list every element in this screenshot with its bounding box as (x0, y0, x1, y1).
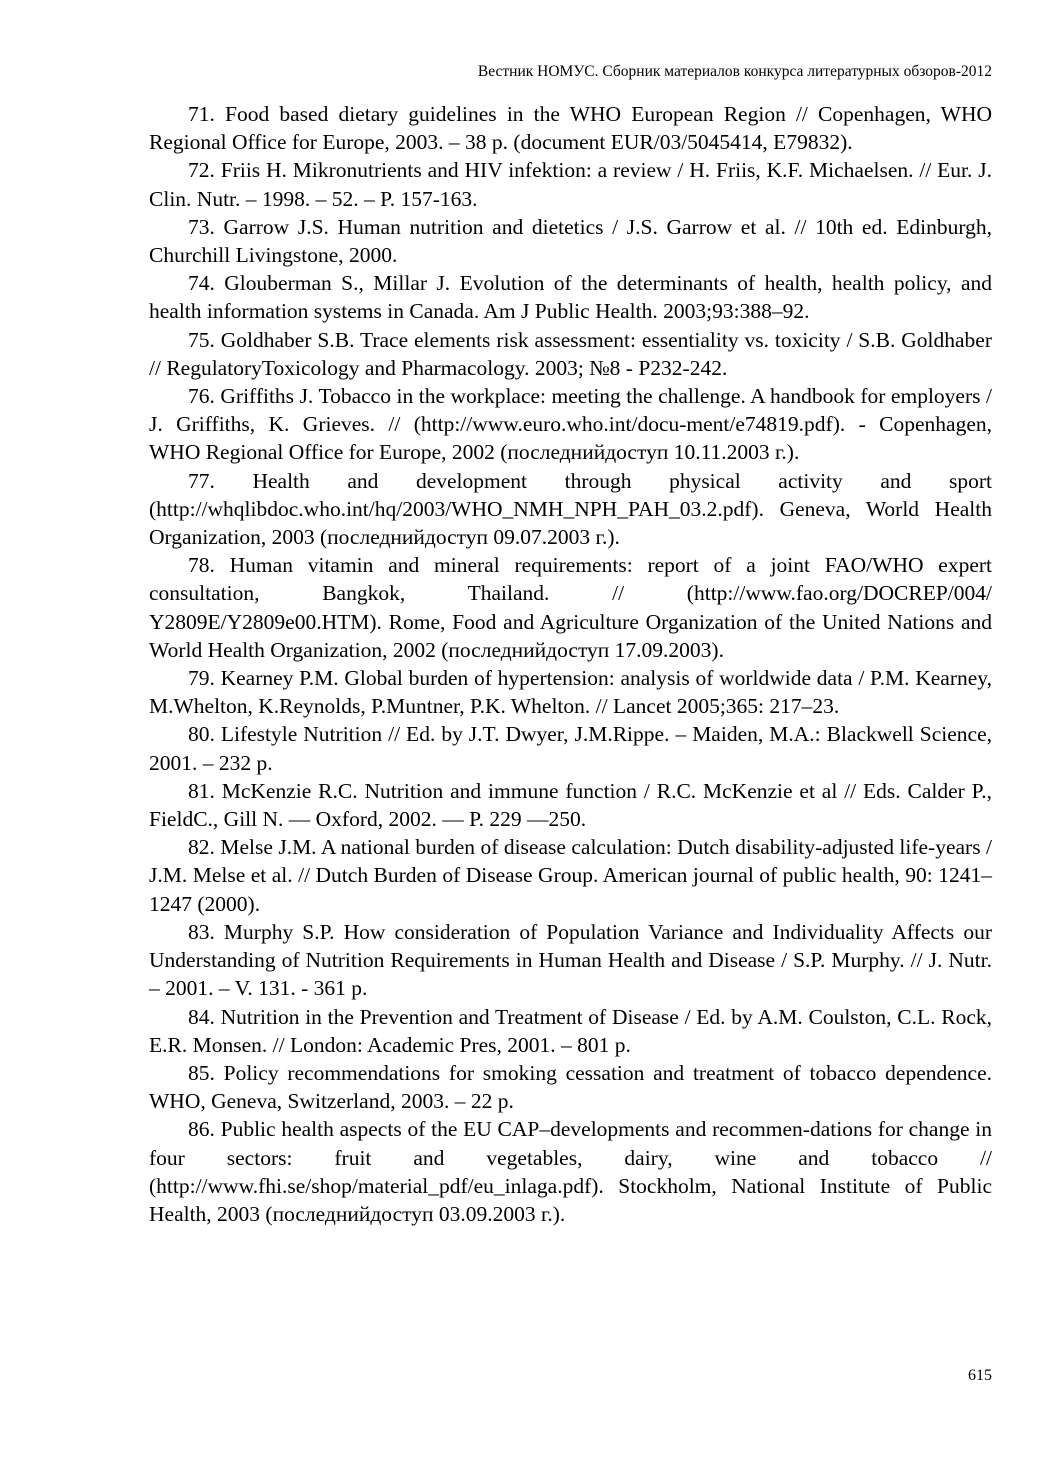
reference-item-80: 80. Lifestyle Nutrition // Ed. by J.T. Dwyer, J.M.Rippe. – Maiden, M.A.: Blackwell Science, 2001. – 232 p. (149, 722, 992, 775)
reference-item-82: 82. Melse J.M. A national burden of disease calculation: Dutch disability-adjusted life-years / J.M. Melse et al. // Dutch Burden of Disease Group. American journal of public health, 90: 1241–1247 (2000). (149, 835, 992, 916)
reference-item-83: 83. Murphy S.P. How consideration of Population Variance and Individuality Affects our Understanding of Nutrition Requirements in Human Health and Disease / S.P. Murphy. // J. Nutr. – 2001. – V. 131. - 361 p. (149, 919, 992, 1001)
reference-item-79: 79. Kearney P.M. Global burden of hypertension: analysis of worldwide data / P.M. Kearney, M.Whelton, K.Reynolds, P.Muntner, P.K. Whelton. // Lancet 2005;365: 217–23. (149, 666, 992, 719)
reference-item-81: 81. McKenzie R.C. Nutrition and immune function / R.C. McKenzie et al // Eds. Calder P., FieldC., Gill N. — Oxford, 2002. — P. 229 —250. (149, 778, 992, 832)
reference-item-84: 84. Nutrition in the Prevention and Treatment of Disease / Ed. by A.M. Coulston, C.L. Rock, E.R. Monsen. // London: Academic Pres, 2001. – 801 p. (149, 1004, 992, 1057)
reference-item-75: 75. Goldhaber S.B. Trace elements risk assessment: essentiality vs. toxicity / S.B. Goldhaber // RegulatoryToxicology and Pharmacology. 2003; №8 - P232-242. (149, 327, 992, 380)
reference-item-85: 85. Policy recommendations for smoking cessation and treatment of tobacco dependence. WHO, Geneva, Switzerland, 2003. – 22 p. (149, 1060, 992, 1114)
reference-item-77: 77. Health and development through physical activity and sport (http://whqlibdoc.who.int/hq/2003/WHO_NMH_NPH_PAH_03.2.pdf). Geneva, World Health Organization, 2003 (последнийдоступ 09.07.2003 г.). (149, 468, 992, 550)
reference-item-74: 74. Glouberman S., Millar J. Evolution of the determinants of health, health policy, and health information systems in Canada. Am J Public Health. 2003;93:388–92. (149, 271, 992, 324)
page-number: 615 (968, 1367, 992, 1384)
running-header: Вестник НОМУС. Сборник материалов конкурса литературных обзоров-2012 (477, 63, 992, 80)
reference-list (149, 100, 992, 1228)
reference-item-72: 72. Friis H. Mikronutrients and HIV infektion: a review / H. Friis, K.F. Michaelsen. // Eur. J. Clin. Nutr. – 1998. – 52. – P. 157-163. (149, 158, 992, 211)
reference-item-76: 76. Griffiths J. Tobacco in the workplace: meeting the challenge. A handbook for employers / J. Griffiths, K. Grieves. // (http://www.euro.who.int/docu-ment/e74819.pdf). - Copenhagen, WHO Regional Office for Europe, 2002 (последнийдоступ 10.11.2003 г.). (149, 384, 992, 465)
reference-item-73: 73. Garrow J.S. Human nutrition and dietetics / J.S. Garrow et al. // 10th ed. Edinburgh, Churchill Livingstone, 2000. (149, 214, 992, 268)
reference-item-78: 78. Human vitamin and mineral requirements: report of a joint FAO/WHO expert consultation, Bangkok, Thailand. // (http://www.fao.org/DOCREP/004/ Y2809E/Y2809e00.HTM). Rome, Food and Agriculture Organization of the United Nations and World Health Organization, 2002 (последнийдоступ 17.09.2003). (149, 553, 992, 662)
reference-item-71: 71. Food based dietary guidelines in the WHO European Region // Copenhagen, WHO Regional Office for Europe, 2003. – 38 p. (document EUR/03/5045414, E79832). (149, 102, 992, 155)
reference-item-86: 86. Public health aspects of the EU CAP–developments and recommen-dations for change in four sectors: fruit and vegetables, dairy, wine and tobacco // (http://www.fhi.se/shop/material_pdf/eu_inlaga.pdf). Stockholm, National Institute of Public Health, 2003 (последнийдоступ 03.09.2003 г.). (149, 1117, 992, 1226)
